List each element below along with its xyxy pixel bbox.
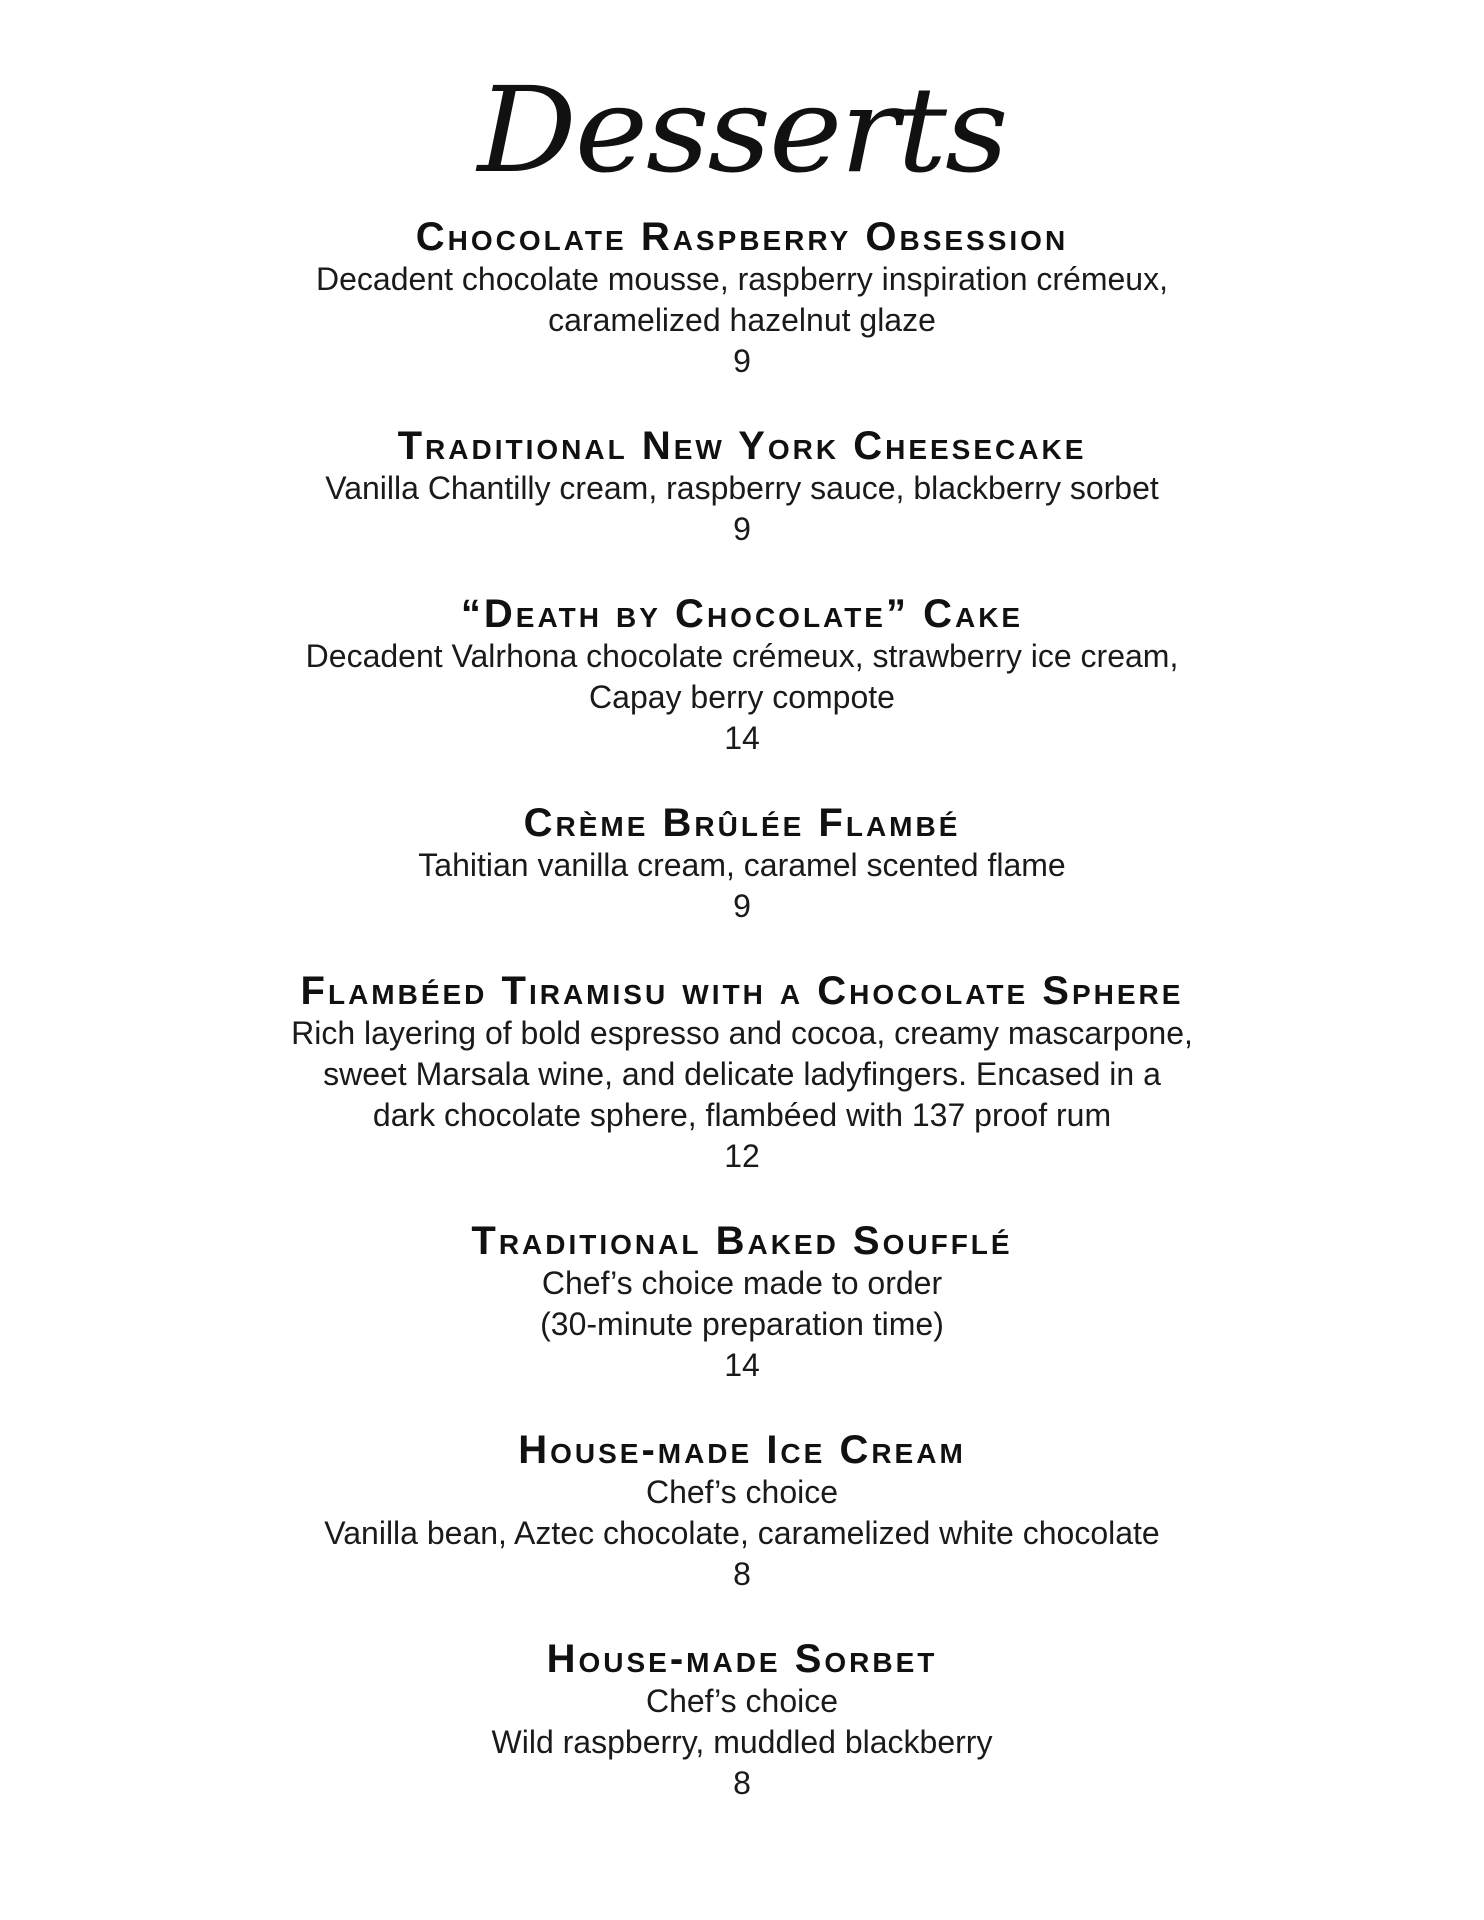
menu-item [0, 424, 1484, 550]
menu-item [0, 1637, 1484, 1804]
item-price: 9 [733, 888, 751, 924]
description-line: sweet Marsala wine, and delicate ladyfingers. Encased in a [323, 1056, 1161, 1092]
menu-item [0, 215, 1484, 382]
item-name: Flambéed Tiramisu with a Chocolate Sphere [300, 969, 1184, 1013]
item-name: Crème Brûlée Flambé [523, 801, 961, 845]
description-line: Chef’s choice [645, 1474, 839, 1510]
item-description [0, 259, 1484, 341]
menu-item [0, 592, 1484, 759]
description-line: Vanilla Chantilly cream, raspberry sauce, blackberry sorbet [325, 470, 1159, 506]
item-description [0, 636, 1484, 718]
item-price: 12 [724, 1138, 760, 1174]
item-name: “Death by Chocolate” Cake [460, 592, 1024, 636]
item-price: 8 [733, 1765, 751, 1801]
description-line: Chef’s choice made to order [541, 1265, 943, 1301]
description-line: Tahitian vanilla cream, caramel scented flame [418, 847, 1066, 883]
item-description [0, 468, 1484, 509]
item-price: 8 [733, 1556, 751, 1592]
menu-item [0, 801, 1484, 927]
description-line: (30-minute preparation time) [540, 1306, 944, 1342]
item-name: Traditional Baked Soufflé [471, 1219, 1013, 1263]
item-description [0, 1013, 1484, 1136]
description-line: caramelized hazelnut glaze [548, 302, 936, 338]
description-line: dark chocolate sphere, flambéed with 137 proof rum [372, 1097, 1112, 1133]
item-name: Chocolate Raspberry Obsession [415, 215, 1069, 259]
item-price: 14 [724, 720, 760, 756]
item-name: House-made Sorbet [546, 1637, 938, 1681]
item-price: 14 [724, 1347, 760, 1383]
menu-item [0, 1219, 1484, 1386]
menu-item [0, 1428, 1484, 1595]
item-name: House-made Ice Cream [518, 1428, 966, 1472]
item-description [0, 1263, 1484, 1345]
item-name: Traditional New York Cheesecake [397, 424, 1087, 468]
description-line: Decadent Valrhona chocolate crémeux, strawberry ice cream, [305, 638, 1179, 674]
item-description [0, 1681, 1484, 1763]
item-description [0, 1472, 1484, 1554]
item-description [0, 845, 1484, 886]
menu-item [0, 969, 1484, 1177]
description-line: Vanilla bean, Aztec chocolate, caramelized white chocolate [324, 1515, 1160, 1551]
description-line: Capay berry compote [589, 679, 895, 715]
menu-title: Desserts [477, 61, 1007, 199]
description-line: Chef’s choice [645, 1683, 839, 1719]
menu-items [0, 215, 1484, 1804]
description-line: Wild raspberry, muddled blackberry [491, 1724, 993, 1760]
item-price: 9 [733, 343, 751, 379]
description-line: Rich layering of bold espresso and cocoa, creamy mascarpone, [291, 1015, 1193, 1051]
item-price: 9 [733, 511, 751, 547]
description-line: Decadent chocolate mousse, raspberry inspiration crémeux, [316, 261, 1168, 297]
